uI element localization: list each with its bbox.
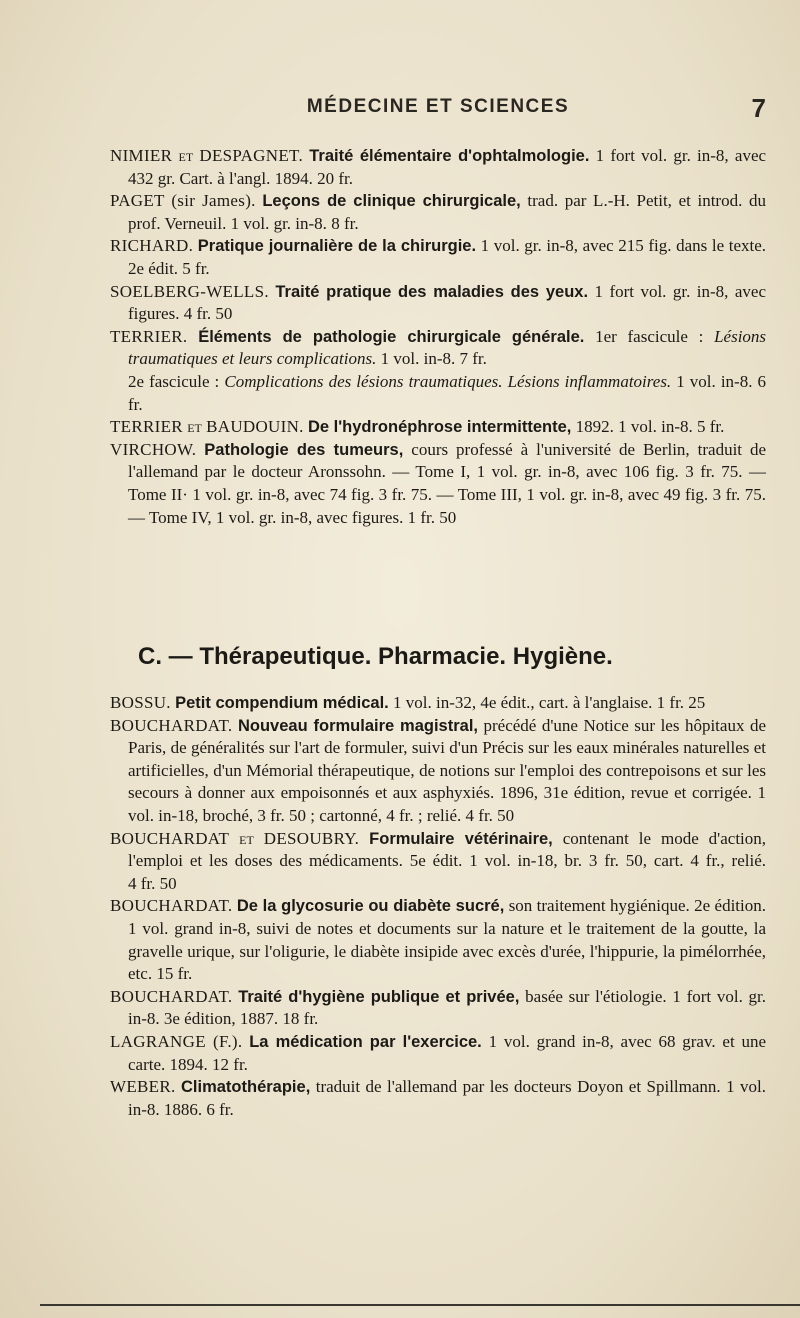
catalog-subentry (110, 371, 766, 416)
entry-description: 1 vol. grand in-8, avec 68 grav. et une carte. 1894. (128, 1031, 767, 1074)
entry-price: 8 fr. (331, 213, 359, 233)
entry-title: Traité élémentaire d'ophtalmologie. (309, 147, 590, 165)
subentry-description-after: 1 vol. in-8. (676, 371, 753, 391)
page-bottom-rule (40, 1304, 800, 1306)
catalog-entry (110, 145, 766, 190)
subentry-italic-title: Complications des lésions traumatiques. Lésions inflammatoires. (224, 371, 672, 391)
entry-title: Climatothérapie, (181, 1078, 311, 1097)
catalog-entry (110, 190, 766, 235)
catalog-entry (110, 439, 766, 529)
entry-price: 5 fr. (182, 258, 210, 278)
entry-author: BOSSU. (110, 693, 171, 712)
entry-price: 6 fr. (206, 1099, 234, 1119)
entry-author: BOUCHARDAT (110, 828, 230, 848)
entry-title: Nouveau formulaire magistral, (237, 716, 478, 735)
entry-description: trad. par L.-H. Petit, et introd. du prof. Verneuil. 1 vol. gr. in-8. (128, 191, 766, 233)
entry-description: basée sur l'étiologie. 1 fort vol. gr. in-8. 3e édition, 1887. (128, 986, 767, 1029)
entry-price: 1 fr. 25 (656, 693, 706, 712)
entry-price: 4 fr. 50 (183, 304, 233, 324)
entry-italic-title: Lésions traumatiques et leurs complications. (128, 326, 767, 369)
catalog-entry (110, 692, 766, 715)
entry-author: BOUCHARDAT. (110, 896, 233, 916)
entry-author: TERRIER (110, 417, 183, 437)
entries-section-c (110, 692, 766, 1121)
entry-coauthor: DESPAGNET. (199, 146, 303, 165)
catalog-entry (110, 1031, 766, 1076)
entry-price: 4 fr. 50 (128, 873, 177, 893)
entry-description: 1 vol. gr. in-8, avec 215 fig. dans le texte. 2e édit. (128, 236, 767, 278)
entry-author: RICHARD. (110, 236, 194, 256)
subentry-description: 2e fascicule : (128, 371, 220, 391)
subentry-price: 6 fr. (128, 371, 767, 414)
running-head: MÉDECINE ET SCIENCES (306, 96, 570, 117)
page-header (110, 93, 766, 126)
catalog-entry (110, 416, 766, 439)
entry-price: 7 fr. (459, 349, 487, 369)
entry-author: LAGRANGE (F.). (110, 1031, 243, 1051)
entry-price: 15 fr. (156, 964, 193, 984)
catalog-entry (110, 895, 766, 985)
entry-conjunction: et (178, 146, 194, 165)
entry-description: précédé d'une Notice sur les hôpitaux de Paris, de généralités sur l'art de formuler, suivi d'un Précis sur les eaux minérales naturelles et artificielles, d'un Mémorial thérapeutique, de notions sur l'emploi des contrepoisons et sur les secours à donner aux empoisonnés et aux asphyxiés. 1896, 31e édition, revue et corrigée. 1 vol. in-18, broché, 3 fr. 50 ; cartonné, 4 fr. ; relié. (128, 715, 767, 825)
catalog-entry (110, 828, 766, 896)
entry-author: SOELBERG-WELLS. (110, 281, 269, 301)
catalog-entry (110, 235, 766, 280)
catalog-entry (110, 986, 766, 1031)
entry-title: Petit compendium médical. (175, 694, 389, 712)
entry-title: Pratique journalière de la chirurgie. (197, 237, 477, 256)
entry-price: 18 fr. (282, 1009, 319, 1029)
entry-author: WEBER. (110, 1077, 176, 1097)
catalog-entry (110, 281, 766, 326)
entry-conjunction: et (239, 828, 254, 848)
page-number: 7 (751, 93, 766, 123)
entry-price: 1 fr. 50 (407, 507, 457, 527)
entry-description: 1 fort vol. gr. in-8, avec figures. (128, 281, 767, 324)
entry-description: traduit de l'allemand par les docteurs Doyon et Spillmann. 1 vol. in-8. 1886. (128, 1077, 767, 1119)
entry-author: PAGET (sir James). (110, 191, 256, 211)
entry-title: Formulaire vétérinaire, (369, 829, 553, 848)
entry-description: 1er fascicule : (595, 326, 704, 346)
entry-price: 12 fr. (212, 1054, 248, 1074)
entry-title: La médication par l'exercice. (249, 1032, 482, 1051)
entry-coauthor: DESOUBRY. (263, 828, 360, 848)
entry-description-after: 1 vol. in-8. (380, 349, 456, 369)
entry-description: 1 vol. in-32, 4e édit., cart. à l'anglaise. (393, 693, 653, 712)
entry-title: Éléments de pathologie chirurgicale générale. (198, 327, 585, 346)
entry-coauthor: BAUDOUIN. (206, 417, 304, 437)
entry-author: NIMIER (110, 146, 173, 165)
catalog-entry (110, 715, 766, 828)
entry-title: Traité d'hygiène publique et privée, (238, 987, 520, 1006)
entry-title: Traité pratique des maladies des yeux. (275, 282, 589, 301)
entry-title: De la glycosurie ou diabète sucré, (236, 897, 505, 916)
entry-price: 4 fr. 50 (465, 805, 515, 825)
catalog-entry (110, 1076, 766, 1121)
entry-title: De l'hydronéphrose intermittente, (307, 418, 572, 437)
entry-title: Leçons de clinique chirurgicale, (262, 192, 521, 211)
entry-author: VIRCHOW. (110, 439, 197, 459)
entry-description: 1 fort vol. gr. in-8, avec 432 gr. Cart. à l'angl. 1894. (128, 146, 767, 188)
entries-section-b (110, 145, 766, 529)
entry-description: cours professé à l'université de Berlin, traduit de l'allemand par le docteur Aronssohn. — Tome I, 1 vol. gr. in-8, avec 106 fig. 3 fr. 75. — Tome II· 1 vol. gr. in-8, avec 74 fig. 3 fr. 75. — Tome III, 1 vol. gr. in-8, avec 49 fig. 3 fr. 75. — Tome IV, 1 vol. gr. in-8, avec figures. (128, 439, 767, 527)
entry-price: 5 fr. (696, 417, 725, 437)
entry-price: 20 fr. (317, 168, 353, 188)
entry-description: contenant le mode d'action, l'emploi et les doses des médicaments. 5e édit. 1 vol. in-18, br. 3 fr. 50, cart. 4 fr., relié. (128, 828, 767, 871)
catalog-entry (110, 326, 766, 371)
entry-author: TERRIER. (110, 326, 188, 346)
section-heading: C. — Thérapeutique. Pharmacie. Hygiène. (138, 643, 613, 670)
entry-author: BOUCHARDAT. (110, 715, 233, 735)
entry-description: son traitement hygiénique. 2e édition. 1 vol. grand in-8, suivi de notes et documents sur la nature et le traitement de la goutte, la gravelle urique, sur l'oligurie, le diabète insipide avec excès d'urée, l'hippurie, la pimélorrhée, etc. (128, 896, 767, 984)
entry-author: BOUCHARDAT. (110, 986, 233, 1006)
entry-title: Pathologie des tumeurs, (204, 440, 404, 459)
entry-description: 1892. 1 vol. in-8. (575, 417, 693, 437)
entry-conjunction: et (187, 417, 202, 437)
